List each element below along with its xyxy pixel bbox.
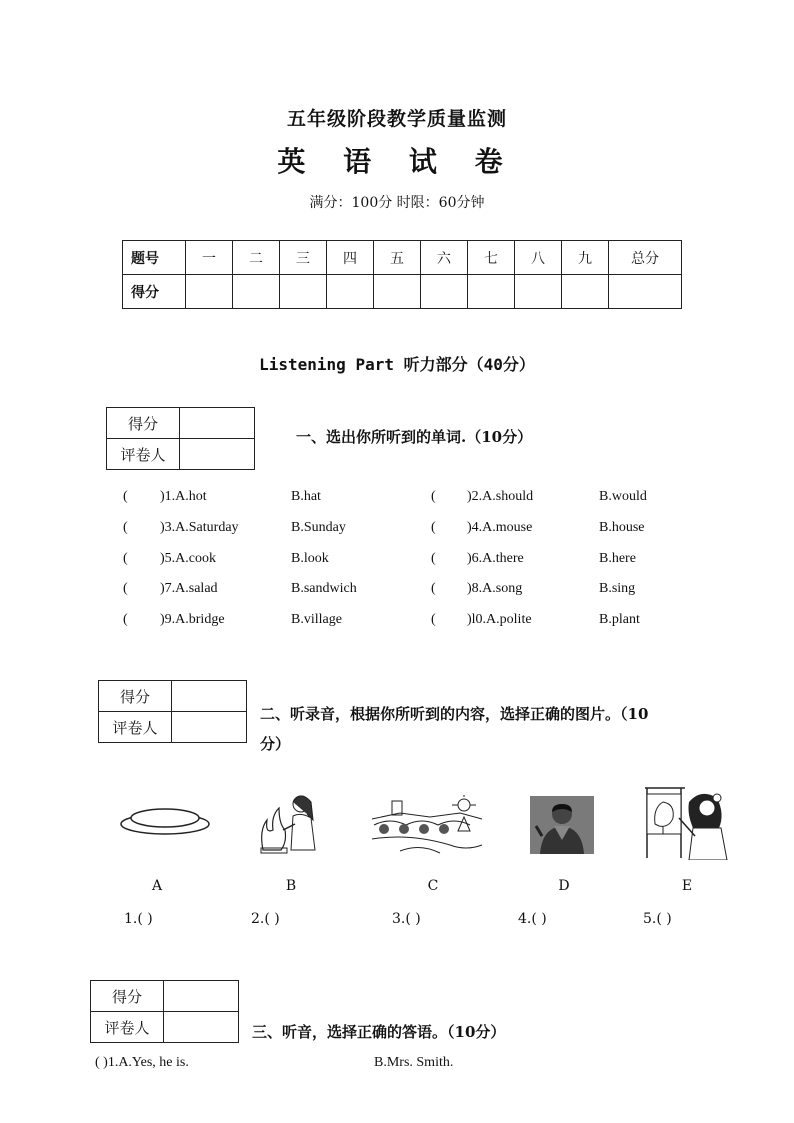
exam-title: 五年级阶段教学质量监测: [286, 108, 507, 130]
section2-title-line2: 分）: [260, 735, 291, 753]
grader-score-label: 得分: [99, 681, 172, 712]
question-option-a: ( )1.A.Yes, he is.: [95, 1055, 189, 1070]
grader-name-cell[interactable]: [180, 439, 255, 470]
score-table: [122, 240, 682, 309]
question-option-a: )3.A.Saturday: [160, 520, 239, 535]
score-cell[interactable]: [280, 275, 327, 309]
answer-paren[interactable]: (: [123, 581, 128, 596]
section2-title-line1: 二、听录音，根据你所听到的内容，选择正确的图片。（10: [260, 705, 649, 723]
section3-title: 三、听音，选择正确的答语。（10分）: [252, 1023, 506, 1041]
picture-answer-blank[interactable]: 4.( ): [518, 911, 547, 927]
answer-paren[interactable]: (: [123, 551, 128, 566]
grader-name-cell[interactable]: [172, 712, 247, 743]
answer-paren[interactable]: (: [431, 612, 436, 627]
man-portrait-icon: [530, 796, 594, 854]
score-cell[interactable]: [468, 275, 515, 309]
exam-subject: 英 语 试 卷: [277, 145, 517, 178]
question-option-b: B.Mrs. Smith.: [374, 1055, 454, 1070]
answer-paren[interactable]: (: [123, 612, 128, 627]
score-cell[interactable]: [515, 275, 562, 309]
girl-fire-icon: [253, 790, 323, 856]
village-landscape-icon: [370, 795, 484, 857]
question-option-b: B.house: [599, 520, 645, 535]
question-option-b: B.look: [291, 551, 329, 566]
answer-paren[interactable]: (: [123, 520, 128, 535]
picture-label: A: [151, 878, 163, 894]
score-table-header: 九: [562, 241, 609, 275]
picture-answer-blank[interactable]: 1.( ): [124, 911, 153, 927]
plate-icon: [118, 800, 212, 840]
question-option-a: )6.A.there: [467, 551, 524, 566]
picture-answer-blank[interactable]: 5.( ): [643, 911, 672, 927]
girl-painting-icon: [641, 784, 731, 860]
grader-score-cell[interactable]: [164, 981, 239, 1012]
grader-score-cell[interactable]: [172, 681, 247, 712]
question-option-b: B.plant: [599, 612, 640, 627]
score-table-header: 八: [515, 241, 562, 275]
answer-paren[interactable]: (: [431, 520, 436, 535]
answer-paren[interactable]: (: [123, 489, 128, 504]
question-option-a: )7.A.salad: [160, 581, 218, 596]
score-cell[interactable]: [186, 275, 233, 309]
score-cell[interactable]: [421, 275, 468, 309]
grader-score-label: 得分: [91, 981, 164, 1012]
section1-title: 一、选出你所听到的单词.（10分）: [296, 428, 533, 446]
question-option-a: )l0.A.polite: [467, 612, 532, 627]
exam-info: 满分：100分 时限：60分钟: [309, 195, 485, 211]
question-option-b: B.Sunday: [291, 520, 346, 535]
score-table-header: 二: [233, 241, 280, 275]
score-cell[interactable]: [233, 275, 280, 309]
grader-name-label: 评卷人: [107, 439, 180, 470]
picture-label: E: [681, 878, 693, 894]
question-option-a: )5.A.cook: [160, 551, 216, 566]
grader-score-label: 得分: [107, 408, 180, 439]
score-table-header: 六: [421, 241, 468, 275]
listening-part-title: Listening Part 听力部分（40分）: [259, 355, 535, 374]
question-option-b: B.would: [599, 489, 647, 504]
score-cell[interactable]: [327, 275, 374, 309]
question-option-a: )1.A.hot: [160, 489, 207, 504]
grader-name-label: 评卷人: [99, 712, 172, 743]
score-table-header: 七: [468, 241, 515, 275]
score-table-header: 总分: [609, 241, 682, 275]
score-cell[interactable]: [562, 275, 609, 309]
grader-name-label: 评卷人: [91, 1012, 164, 1043]
score-table-header: 三: [280, 241, 327, 275]
grader-name-cell[interactable]: [164, 1012, 239, 1043]
score-table-header-row: [123, 241, 682, 275]
question-option-b: B.sandwich: [291, 581, 357, 596]
score-table-header: 四: [327, 241, 374, 275]
question-option-a: )2.A.should: [467, 489, 534, 504]
picture-answer-blank[interactable]: 2.( ): [251, 911, 280, 927]
score-table-header: 题号: [123, 241, 186, 275]
answer-paren[interactable]: (: [431, 489, 436, 504]
question-option-b: B.village: [291, 612, 342, 627]
grader-box-1: [106, 407, 255, 470]
score-table-score-row: [123, 275, 682, 309]
picture-answer-blank[interactable]: 3.( ): [392, 911, 421, 927]
grader-box-2: [98, 680, 247, 743]
question-option-a: )4.A.mouse: [467, 520, 533, 535]
answer-paren[interactable]: (: [431, 581, 436, 596]
picture-label: D: [558, 878, 570, 894]
grader-score-cell[interactable]: [180, 408, 255, 439]
score-row-label: 得分: [123, 275, 186, 309]
question-option-b: B.sing: [599, 581, 636, 596]
score-table-header: 一: [186, 241, 233, 275]
question-option-b: B.here: [599, 551, 636, 566]
picture-label: C: [427, 878, 439, 894]
score-cell[interactable]: [374, 275, 421, 309]
grader-box-3: [90, 980, 239, 1043]
question-option-a: )9.A.bridge: [160, 612, 225, 627]
answer-paren[interactable]: (: [431, 551, 436, 566]
score-cell[interactable]: [609, 275, 682, 309]
score-table-header: 五: [374, 241, 421, 275]
question-option-a: )8.A.song: [467, 581, 523, 596]
question-option-b: B.hat: [291, 489, 321, 504]
picture-label: B: [285, 878, 297, 894]
